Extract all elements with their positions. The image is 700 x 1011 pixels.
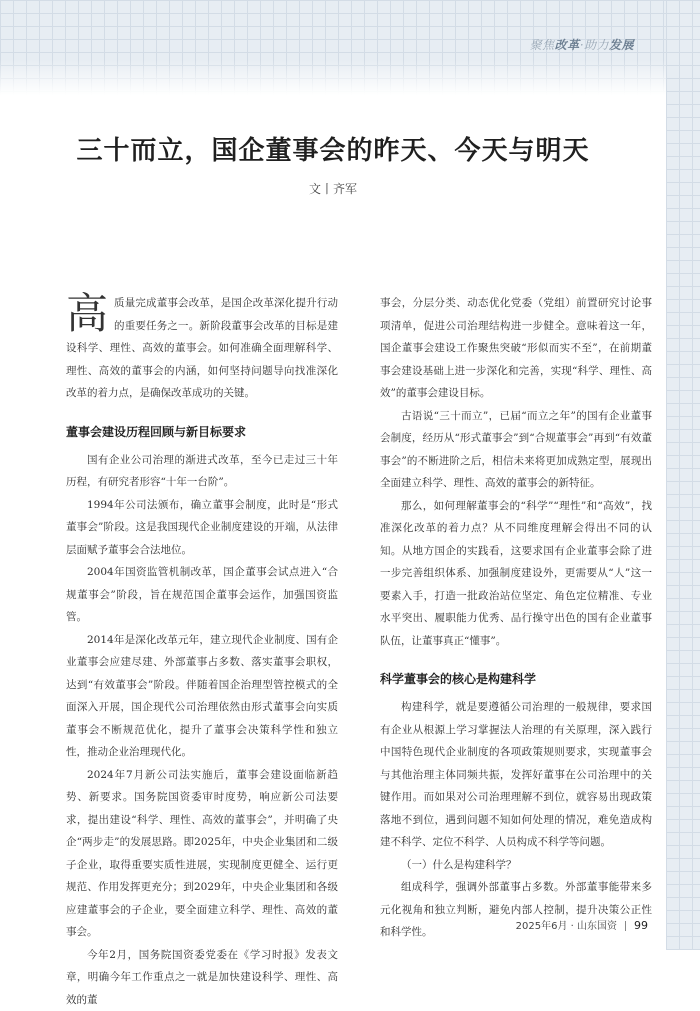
paragraph: 构建科学，就是要遵循公司治理的一般规律，要求国有企业从根源上学习掌握法人治理的有关原理，深入践行中国特色现代企业制度的各项政策规则要求，实现董事会与其他治理主体同频共振，发挥好董事在公司治理中的关键作用。而如果对公司治理理解不到位，就容易出现政策落地不到位，遇到问题不知如何处理的情况，难免造成构建不科学、定位不科学、人员构成不科学等问题。 (380, 696, 652, 854)
paragraph: 古语说“三十而立”，已届“而立之年”的国有企业董事会制度，经历从“形式董事会”到“合规董事会”再到“有效董事会”的不断进阶之后，相信未来将更加成熟定型，展现出全面建立科学、理性、高效的董事会的新特征。 (380, 405, 652, 495)
header-fade (0, 60, 700, 95)
section-heading-1: 董事会建设历程回顾与新目标要求 (66, 421, 338, 443)
right-column (380, 292, 652, 944)
page-footer (516, 917, 648, 932)
badge-strong-1: 改革 (555, 38, 580, 52)
badge-strong-2: 发展 (609, 38, 634, 52)
right-grid-band (666, 0, 700, 950)
paragraph: 事会，分层分类、动态优化党委（党组）前置研究讨论事项清单，促进公司治理结构进一步健全。意味着这一年，国企董事会建设工作聚焦突破“形似而实不至”，在前期董事会建设基础上进一步深化和完善，实现“科学、理性、高效”的董事会建设目标。 (380, 292, 652, 405)
sub-heading: （一）什么是构建科学？ (380, 854, 652, 877)
drop-cap: 高 (66, 294, 108, 334)
paragraph: 2024年7月新公司法实施后，董事会建设面临新趋势、新要求。国务院国资委审时度势，响应新公司法要求，提出建设“科学、理性、高效的董事会”，并明确了央企“两步走”的发展思路。即2025年，中央企业集团和二级子企业，取得重要实质性进展，实现制度更健全、运行更规范、作用发挥更充分；到2029年，中央企业集团和各级应建董事会的子企业，要全面建立科学、理性、高效的董事会。 (66, 764, 338, 944)
paragraph: 组成科学，强调外部董事占多数。外部董事能带来多元化视角和独立判断，避免内部人控制，提升决策公正性和科学性。 (380, 876, 652, 944)
paragraph: 1994年公司法颁布，确立董事会制度，此时是“形式董事会”阶段。这是我国现代企业制度建设的开端，从法律层面赋予董事会合法地位。 (66, 494, 338, 562)
badge-light-2: 助力 (584, 38, 609, 52)
article-byline: 文丨齐军 (0, 180, 666, 197)
column-badge (530, 36, 634, 53)
footer-divider (625, 921, 626, 931)
paragraph: 今年2月，国务院国资委党委在《学习时报》发表文章，明确今年工作重点之一就是加快建设科学、理性、高效的董 (66, 944, 338, 1011)
paragraph: 那么，如何理解董事会的“科学”“理性”和“高效”，找准深化改革的着力点？从不同维度理解会得出不同的认知。从地方国企的实践看，这要求国有企业董事会除了进一步完善组织体系、加强制度建设外，更需要从“人”这一要素入手，打造一批政治站位坚定、角色定位精准、专业水平突出、履职能力优秀、品行操守出色的国有企业董事队伍，让董事真正“懂事”。 (380, 495, 652, 653)
section-heading-2: 科学董事会的核心是构建科学 (380, 668, 652, 690)
paragraph: 国有企业公司治理的渐进式改革，至今已走过三十年历程，有研究者形容“十年一台阶”。 (66, 449, 338, 494)
intro-text: 质量完成董事会改革，是国企改革深化提升行动的重要任务之一。新阶段董事会改革的目标是建设科学、理性、高效的董事会。如何准确全面理解科学、理性、高效的董事会的内涵，如何坚持问题导向找准深化改革的着力点，是确保改革成功的关键。 (66, 297, 338, 399)
page-number: 99 (634, 919, 648, 932)
paragraph: 2014年是深化改革元年，建立现代企业制度、国有企业董事会应建尽建、外部董事占多数、落实董事会职权，达到“有效董事会”阶段。伴随着国企治理型管控模式的全面深入开展，国企现代公司治理依然由形式董事会向实质董事会不断规范优化，提升了董事会决策科学性和独立性，推动企业治理现代化。 (66, 629, 338, 764)
left-column (66, 292, 338, 1011)
paragraph: 2004年国资监管机制改革，国企董事会试点进入“合规董事会”阶段，旨在规范国企董事会运作，加强国资监管。 (66, 561, 338, 629)
article-title: 三十而立，国企董事会的昨天、今天与明天 (0, 130, 666, 167)
issue-label: 2025年6月 · 山东国资 (516, 921, 617, 932)
intro-paragraph (66, 292, 338, 405)
badge-dot: · (580, 38, 584, 52)
badge-light-1: 聚焦 (530, 38, 555, 52)
